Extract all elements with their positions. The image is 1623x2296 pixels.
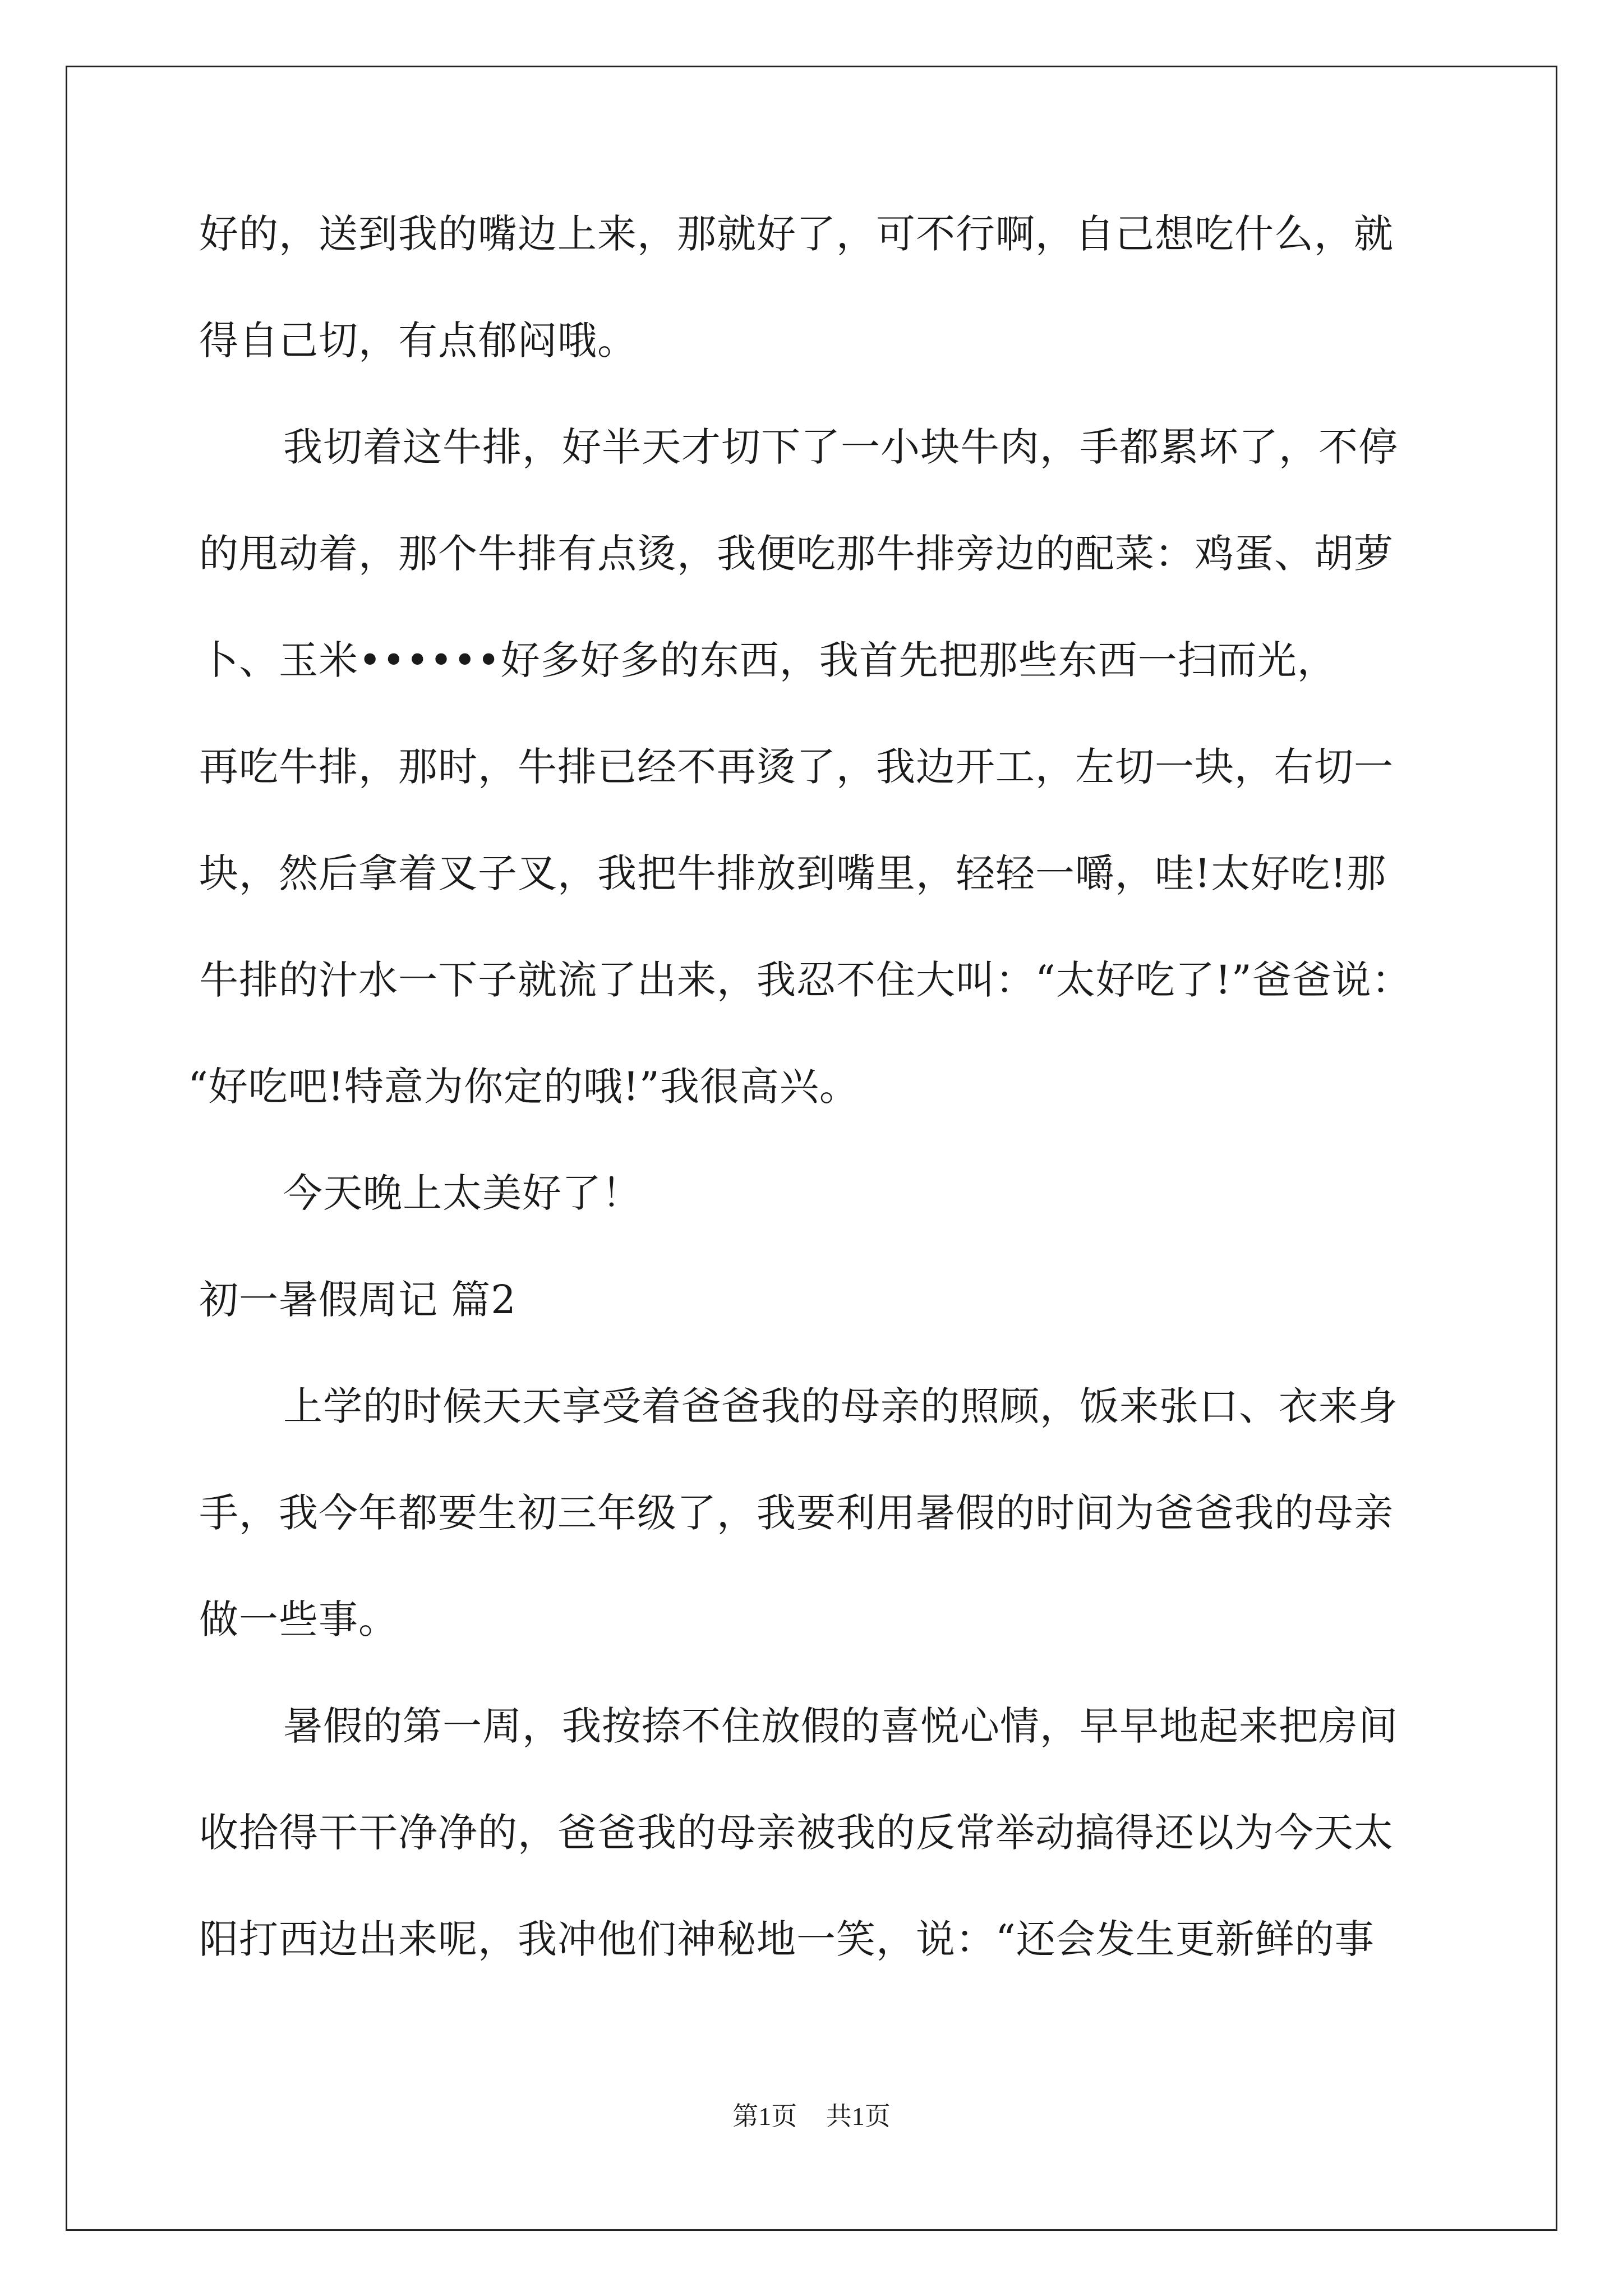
- text-line: 块，然后拿着叉子叉，我把牛排放到嘴里，轻轻一嚼，哇!太好吃!那: [199, 850, 1387, 896]
- text-line: 牛排的汁水一下子就流了出来，我忍不住大叫：“太好吃了!”爸爸说：: [199, 957, 1412, 1003]
- page-footer: [0, 2101, 1623, 2132]
- text-line: 暑假的第一周，我按捺不住放假的喜悦心情，早早地起来把房间: [283, 1703, 1398, 1749]
- text-line: 手，我今年都要生初三年级了，我要利用暑假的时间为爸爸我的母亲: [199, 1490, 1394, 1536]
- text-line: 得自己切，有点郁闷哦。: [199, 318, 637, 364]
- text-line: “好吃吧!特意为你定的哦!”我很高兴。: [188, 1064, 859, 1110]
- text-line: 今天晚上太美好了！: [283, 1170, 642, 1216]
- text-line: 做一些事。: [199, 1596, 398, 1642]
- page-border: [66, 66, 1557, 2231]
- page-total: 共1页: [826, 2102, 891, 2131]
- text-line: 阳打西边出来呢，我冲他们神秘地一笑，说：“还会发生更新鲜的事: [199, 1916, 1375, 1962]
- text-line: 的甩动着，那个牛排有点烫，我便吃那牛排旁边的配菜：鸡蛋、胡萝: [199, 531, 1394, 577]
- page-number: 第1页: [732, 2102, 797, 2131]
- text-line: 好的，送到我的嘴边上来，那就好了，可不行啊，自己想吃什么，就: [199, 211, 1394, 257]
- text-line: 卜、玉米••••••好多好多的东西，我首先把那些东西一扫而光，: [199, 637, 1337, 683]
- text-line: 收拾得干干净净的，爸爸我的母亲被我的反常举动搞得还以为今天太: [199, 1810, 1394, 1856]
- text-line: 我切着这牛排，好半天才切下了一小块牛肉，手都累坏了，不停: [283, 424, 1398, 470]
- section-heading: 初一暑假周记 篇2: [199, 1277, 517, 1323]
- text-line: 上学的时候天天享受着爸爸我的母亲的照顾，饭来张口、衣来身: [283, 1383, 1398, 1429]
- text-line: 再吃牛排，那时，牛排已经不再烫了，我边开工，左切一块，右切一: [199, 744, 1394, 790]
